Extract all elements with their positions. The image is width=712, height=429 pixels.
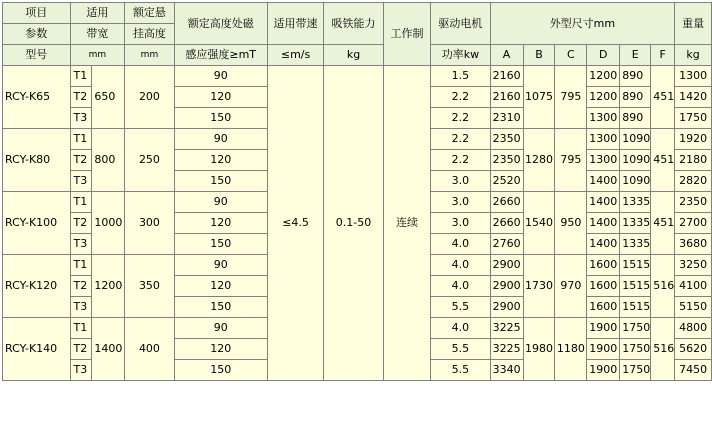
field-strength: 90 [174,255,267,276]
header-weight-line2: kg [675,45,712,66]
field-strength: 90 [174,66,267,87]
header-height-unit: mm [125,45,174,66]
dim-b: 1730 [523,255,555,318]
header-model: 型号 [3,45,71,66]
dim-a: 2160 [490,66,523,87]
dim-d: 1300 [587,150,620,171]
variant-type: T2 [70,150,92,171]
weight: 7450 [675,360,712,381]
dim-a: 2310 [490,108,523,129]
weight: 1300 [675,66,712,87]
dim-f: 451 [651,192,675,255]
header-belt-width-line1: 适用 [70,3,125,24]
model-name: RCY-K100 [3,192,71,255]
header-dim-b: B [523,45,555,66]
duty-type: 连续 [383,66,430,381]
weight: 2700 [675,213,712,234]
motor-power: 5.5 [431,297,490,318]
header-params: 参数 [3,24,71,45]
dim-e: 1090 [620,129,651,150]
header-motor-line2: 功率kw [431,45,490,66]
motor-power: 2.2 [431,150,490,171]
variant-type: T2 [70,87,92,108]
variant-type: T1 [70,318,92,339]
header-dim-d: D [587,45,620,66]
dim-a: 2160 [490,87,523,108]
dim-d: 1400 [587,171,620,192]
weight: 4800 [675,318,712,339]
motor-power: 3.0 [431,171,490,192]
dim-d: 1300 [587,108,620,129]
dim-e: 1515 [620,276,651,297]
model-name: RCY-K140 [3,318,71,381]
table-row [3,66,712,87]
dim-a: 2760 [490,234,523,255]
header-dim-e: E [620,45,651,66]
dim-e: 1515 [620,255,651,276]
model-name: RCY-K65 [3,66,71,129]
header-belt-speed-line2: ≤m/s [267,45,324,66]
iron-capacity: 0.1-50 [324,66,383,381]
belt-width: 800 [92,129,125,192]
header-row-1 [3,3,712,24]
motor-power: 4.0 [431,234,490,255]
dim-e: 1750 [620,339,651,360]
dim-d: 1900 [587,318,620,339]
dim-d: 1900 [587,360,620,381]
dim-a: 3340 [490,360,523,381]
header-dim-a: A [490,45,523,66]
header-item: 项目 [3,3,71,24]
motor-power: 5.5 [431,360,490,381]
header-field-strength-line2: 感应强度≥mT [174,45,267,66]
field-strength: 150 [174,234,267,255]
dim-e: 1335 [620,213,651,234]
dim-a: 3225 [490,318,523,339]
weight: 2180 [675,150,712,171]
header-capacity-line1: 吸铁能力 [324,3,383,45]
dim-b: 1075 [523,66,555,129]
header-belt-speed-line1: 适用带速 [267,3,324,45]
variant-type: T1 [70,129,92,150]
dim-d: 1200 [587,87,620,108]
belt-width: 650 [92,66,125,129]
field-strength: 90 [174,129,267,150]
belt-width: 1400 [92,318,125,381]
weight: 2820 [675,171,712,192]
model-name: RCY-K80 [3,129,71,192]
motor-power: 4.0 [431,255,490,276]
dim-d: 1600 [587,255,620,276]
variant-type: T1 [70,192,92,213]
dim-b: 1980 [523,318,555,381]
header-dimensions: 外型尺寸mm [490,3,675,45]
variant-type: T3 [70,234,92,255]
motor-power: 3.0 [431,192,490,213]
dim-e: 1750 [620,318,651,339]
variant-type: T2 [70,339,92,360]
suspension-height: 300 [125,192,174,255]
table-body [3,3,712,381]
dim-c: 795 [555,66,587,129]
dim-c: 950 [555,192,587,255]
dim-d: 1400 [587,213,620,234]
variant-type: T2 [70,213,92,234]
header-height-line2: 挂高度 [125,24,174,45]
weight: 1750 [675,108,712,129]
field-strength: 90 [174,192,267,213]
dim-f: 451 [651,66,675,129]
motor-power: 3.0 [431,213,490,234]
weight: 5620 [675,339,712,360]
dim-f: 516 [651,255,675,318]
motor-power: 5.5 [431,339,490,360]
dim-d: 1200 [587,66,620,87]
dim-e: 1090 [620,171,651,192]
motor-power: 4.0 [431,318,490,339]
header-weight-line1: 重量 [675,3,712,45]
variant-type: T1 [70,66,92,87]
weight: 1920 [675,129,712,150]
suspension-height: 250 [125,129,174,192]
dim-e: 1515 [620,297,651,318]
variant-type: T3 [70,360,92,381]
dim-a: 3225 [490,339,523,360]
spec-table [2,2,712,381]
dim-d: 1400 [587,192,620,213]
belt-speed: ≤4.5 [267,66,324,381]
header-motor-line1: 驱动电机 [431,3,490,45]
belt-width: 1000 [92,192,125,255]
dim-d: 1900 [587,339,620,360]
dim-e: 890 [620,87,651,108]
header-belt-width-unit: mm [70,45,125,66]
dim-f: 451 [651,129,675,192]
header-duty: 工作制 [383,3,430,66]
field-strength: 90 [174,318,267,339]
dim-d: 1600 [587,276,620,297]
suspension-height: 200 [125,66,174,129]
dim-d: 1600 [587,297,620,318]
weight: 1420 [675,87,712,108]
dim-d: 1400 [587,234,620,255]
header-capacity-line2: kg [324,45,383,66]
header-dim-c: C [555,45,587,66]
dim-a: 2900 [490,276,523,297]
dim-a: 2660 [490,192,523,213]
field-strength: 120 [174,87,267,108]
dim-a: 2350 [490,150,523,171]
motor-power: 4.0 [431,276,490,297]
dim-f: 516 [651,318,675,381]
motor-power: 2.2 [431,87,490,108]
weight: 5150 [675,297,712,318]
field-strength: 150 [174,297,267,318]
dim-a: 2660 [490,213,523,234]
field-strength: 150 [174,108,267,129]
variant-type: T1 [70,255,92,276]
header-height-line1: 额定悬 [125,3,174,24]
suspension-height: 350 [125,255,174,318]
variant-type: T3 [70,297,92,318]
header-belt-width-line2: 带宽 [70,24,125,45]
weight: 3680 [675,234,712,255]
belt-width: 1200 [92,255,125,318]
dim-a: 2520 [490,171,523,192]
dim-e: 1335 [620,192,651,213]
motor-power: 1.5 [431,66,490,87]
variant-type: T3 [70,108,92,129]
dim-c: 1180 [555,318,587,381]
dim-c: 795 [555,129,587,192]
dim-e: 1335 [620,234,651,255]
weight: 3250 [675,255,712,276]
header-field-strength-line1: 额定高度处磁 [174,3,267,45]
field-strength: 120 [174,276,267,297]
field-strength: 120 [174,213,267,234]
dim-d: 1300 [587,129,620,150]
suspension-height: 400 [125,318,174,381]
dim-e: 1090 [620,150,651,171]
model-name: RCY-K120 [3,255,71,318]
dim-e: 1750 [620,360,651,381]
field-strength: 150 [174,171,267,192]
field-strength: 120 [174,339,267,360]
variant-type: T3 [70,171,92,192]
dim-b: 1540 [523,192,555,255]
weight: 4100 [675,276,712,297]
weight: 2350 [675,192,712,213]
field-strength: 120 [174,150,267,171]
dim-a: 2350 [490,129,523,150]
dim-a: 2900 [490,297,523,318]
dim-e: 890 [620,108,651,129]
dim-a: 2900 [490,255,523,276]
dim-b: 1280 [523,129,555,192]
dim-e: 890 [620,66,651,87]
motor-power: 2.2 [431,108,490,129]
dim-c: 970 [555,255,587,318]
header-dim-f: F [651,45,675,66]
motor-power: 2.2 [431,129,490,150]
field-strength: 150 [174,360,267,381]
variant-type: T2 [70,276,92,297]
